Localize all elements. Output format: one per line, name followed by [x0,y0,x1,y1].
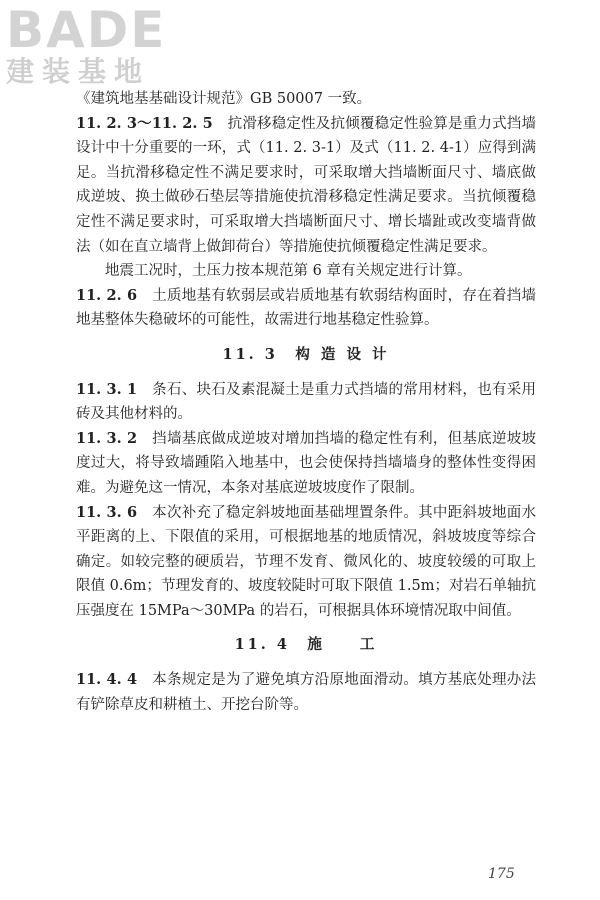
clause-number: 11. 3. 6 [76,503,138,521]
clause-number: 11. 3. 1 [76,380,138,398]
clause-number: 11. 2. 6 [76,286,138,304]
section-heading-11-3: 11. 3 构 造 设 计 [222,345,390,363]
paragraph-0: 《建筑地基基础设计规范》GB 50007 一致。 [76,91,372,107]
document-body [76,87,536,717]
clause-text: 本条规定是为了避免填方沿原地面滑动。填方基底处理办法有铲除草皮和耕植土、开挖台阶等。 [76,672,537,713]
clause-text: 挡墙基底做成逆坡对增加挡墙的稳定性有利，但基底逆坡坡度过大，将导致墙踵陷入地基中，也会使保持挡墙墙身的整体性变得困难。为避免这一情况，本条对基底逆坡坡度作了限制。 [76,430,537,496]
logo-text: BADE [6,1,167,59]
clause-number: 11. 4. 4 [76,671,138,689]
clause-11-4-4 [76,668,536,717]
clause-11-3-6 [76,501,536,624]
clause-text: 本次补充了稳定斜坡地面基础埋置条件。其中距斜坡地面水平距离的上、下限值的采用，可根据地基的地质情况，斜坡坡度等综合确定。如较完整的硬质岩，节理不发育、微风化的、坡度较缓的可取上限值 0.6m；节理发育的、坡度较陡时可取下限值 1.5m；对岩石单轴抗压强度在 15MPa～30MPa 的岩石，可根据具体环境情况取中间值。 [76,504,537,619]
clause-text: 条石、块石及素混凝土是重力式挡墙的常用材料，也有采用砖及其他材料的。 [76,381,537,423]
clause-text: 土质地基有软弱层或岩质地基有软弱结构面时，存在着挡墙地基整体失稳破坏的可能性，故需进行地基稳定性验算。 [76,287,537,329]
clause-11-2-3 [76,112,536,260]
clause-text: 抗滑移稳定性及抗倾覆稳定性验算是重力式挡墙设计中十分重要的一环，式（11. 2. 3-1）及式（11. 2. 4-1）应得到满足。当抗滑移稳定性不满足要求时，可采取增大挡墙断面尺寸、墙底做成逆坡、换土做砂石垫层等措施使抗滑移稳定性满足要求。当抗倾覆稳定性不满足要求时，可采取增大挡墙断面尺寸、增长墙趾或改变墙背做法（如在直立墙背上做卸荷台）等措施使抗倾覆稳定性满足要求。 [76,115,537,255]
section-heading-11-4: 11. 4 施 工 [234,636,378,654]
page-number: 175 [488,866,515,882]
clause-11-2-6 [76,284,536,333]
clause-number: 11. 3. 2 [76,429,138,447]
clause-11-3-1 [76,378,536,427]
clause-11-3-2 [76,427,536,501]
logo-subtext: 建装基地 [6,55,151,88]
paragraph-seismic: 地震工况时，土压力按本规范第 6 章有关规定进行计算。 [105,263,472,280]
clause-number: 11. 2. 3～11. 2. 5 [76,114,213,132]
watermark-logo [6,2,166,88]
